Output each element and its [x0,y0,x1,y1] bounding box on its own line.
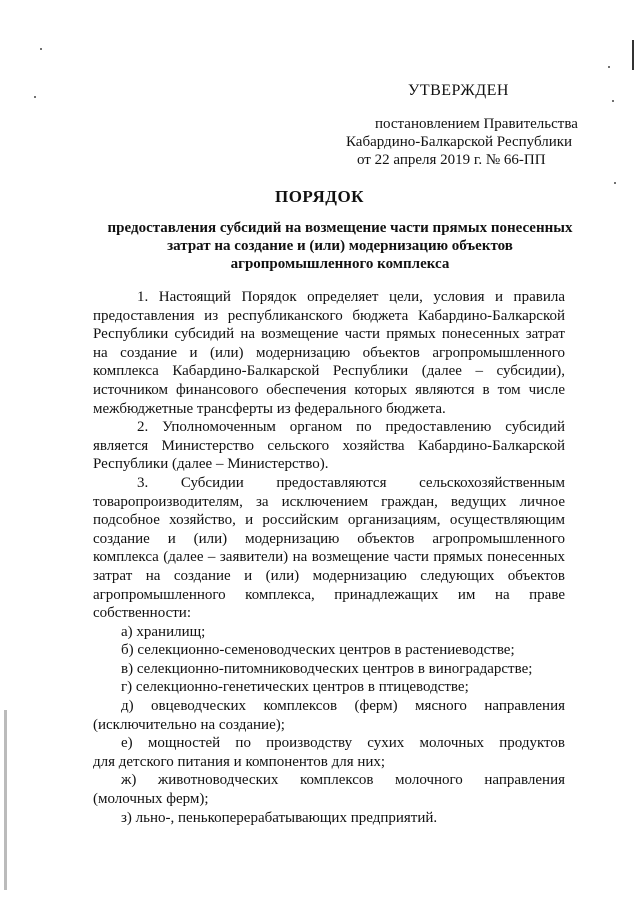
decree-line-3: от 22 апреля 2019 г. № 66-ПП [357,152,546,168]
body-line: межбюджетные трансферты из федерального бюджета. [93,400,446,417]
list-item: е) мощностей по производству сухих молочных продуктов [121,735,565,752]
subtitle-line-1: предоставления субсидий на возмещение части прямых понесенных [107,220,573,236]
list-item: ж) животноводческих комплексов молочного направления [121,772,565,789]
body-line: собственности: [93,605,191,622]
scan-edge-mark [632,40,634,70]
list-item: а) хранилищ; [121,623,206,640]
list-item: б) селекционно-семеноводческих центров в растениеводстве; [121,642,515,659]
scan-speck [34,96,36,98]
scan-edge-mark [4,710,7,890]
body-line: создание и (или) модернизацию объектов агропромышленного [93,530,565,547]
document-body [93,288,565,827]
body-line: источником финансового обеспечения которых являются в том числе [93,381,565,398]
scan-speck [614,182,616,184]
list-item: з) льно-, пенькоперерабатывающих предприятий. [121,809,438,826]
subtitle-line-2: затрат на создание и (или) модернизацию объектов [167,238,513,254]
body-line: 1. Настоящий Порядок определяет цели, условия и правила [137,289,565,305]
body-line: предоставления из республиканского бюджета Кабардино-Балкарской [93,307,565,324]
subtitle-line-3: агропромышленного комплекса [230,256,450,272]
body-line: на создание и (или) модернизацию объектов агропромышленного [93,344,565,361]
body-line: является Министерство сельского хозяйства Кабардино-Балкарской [93,437,565,454]
body-line: Республики субсидий на возмещение части прямых понесенных затрат [93,326,565,343]
decree-line-1: постановлением Правительства [375,116,578,132]
body-line: 2. Уполномоченным органом по предоставлению субсидий [137,419,565,436]
body-line: затрат на создание и (или) модернизацию следующих объектов [93,567,565,584]
list-item: г) селекционно-генетических центров в птицеводстве; [121,679,469,696]
list-item-continuation: (исключительно на создание); [93,716,285,733]
scan-speck [40,48,42,50]
list-item-continuation: для детского питания и компонентов для них; [93,753,386,770]
body-line: подсобное хозяйство, и российским организациям, осуществляющим [93,512,565,529]
body-line: Республики (далее – Министерство). [93,456,329,473]
body-line: комплекса Кабардино-Балкарской Республики (далее – субсидии), [93,363,565,380]
body-line: комплекса (далее – заявители) на возмещение части прямых понесенных [93,549,565,566]
document-title: ПОРЯДОК [274,187,364,206]
document-subtitle [60,219,620,273]
list-item-continuation: (молочных ферм); [93,791,209,808]
scan-speck [608,66,610,68]
body-line: агропромышленного комплекса, принадлежащих им на праве [93,586,565,603]
body-line: товаропроизводителям, за исключением граждан, ведущих личное [93,493,565,510]
scan-speck [612,100,614,102]
approved-label: УТВЕРЖДЕН [408,82,509,99]
list-item: в) селекционно-питомниководческих центров в виноградарстве; [121,660,533,677]
body-line: 3. Субсидии предоставляются сельскохозяйственным [137,474,565,491]
list-item: д) овцеводческих комплексов (ферм) мясного направления [121,698,565,715]
decree-line-2: Кабардино-Балкарской Республики [346,134,573,150]
